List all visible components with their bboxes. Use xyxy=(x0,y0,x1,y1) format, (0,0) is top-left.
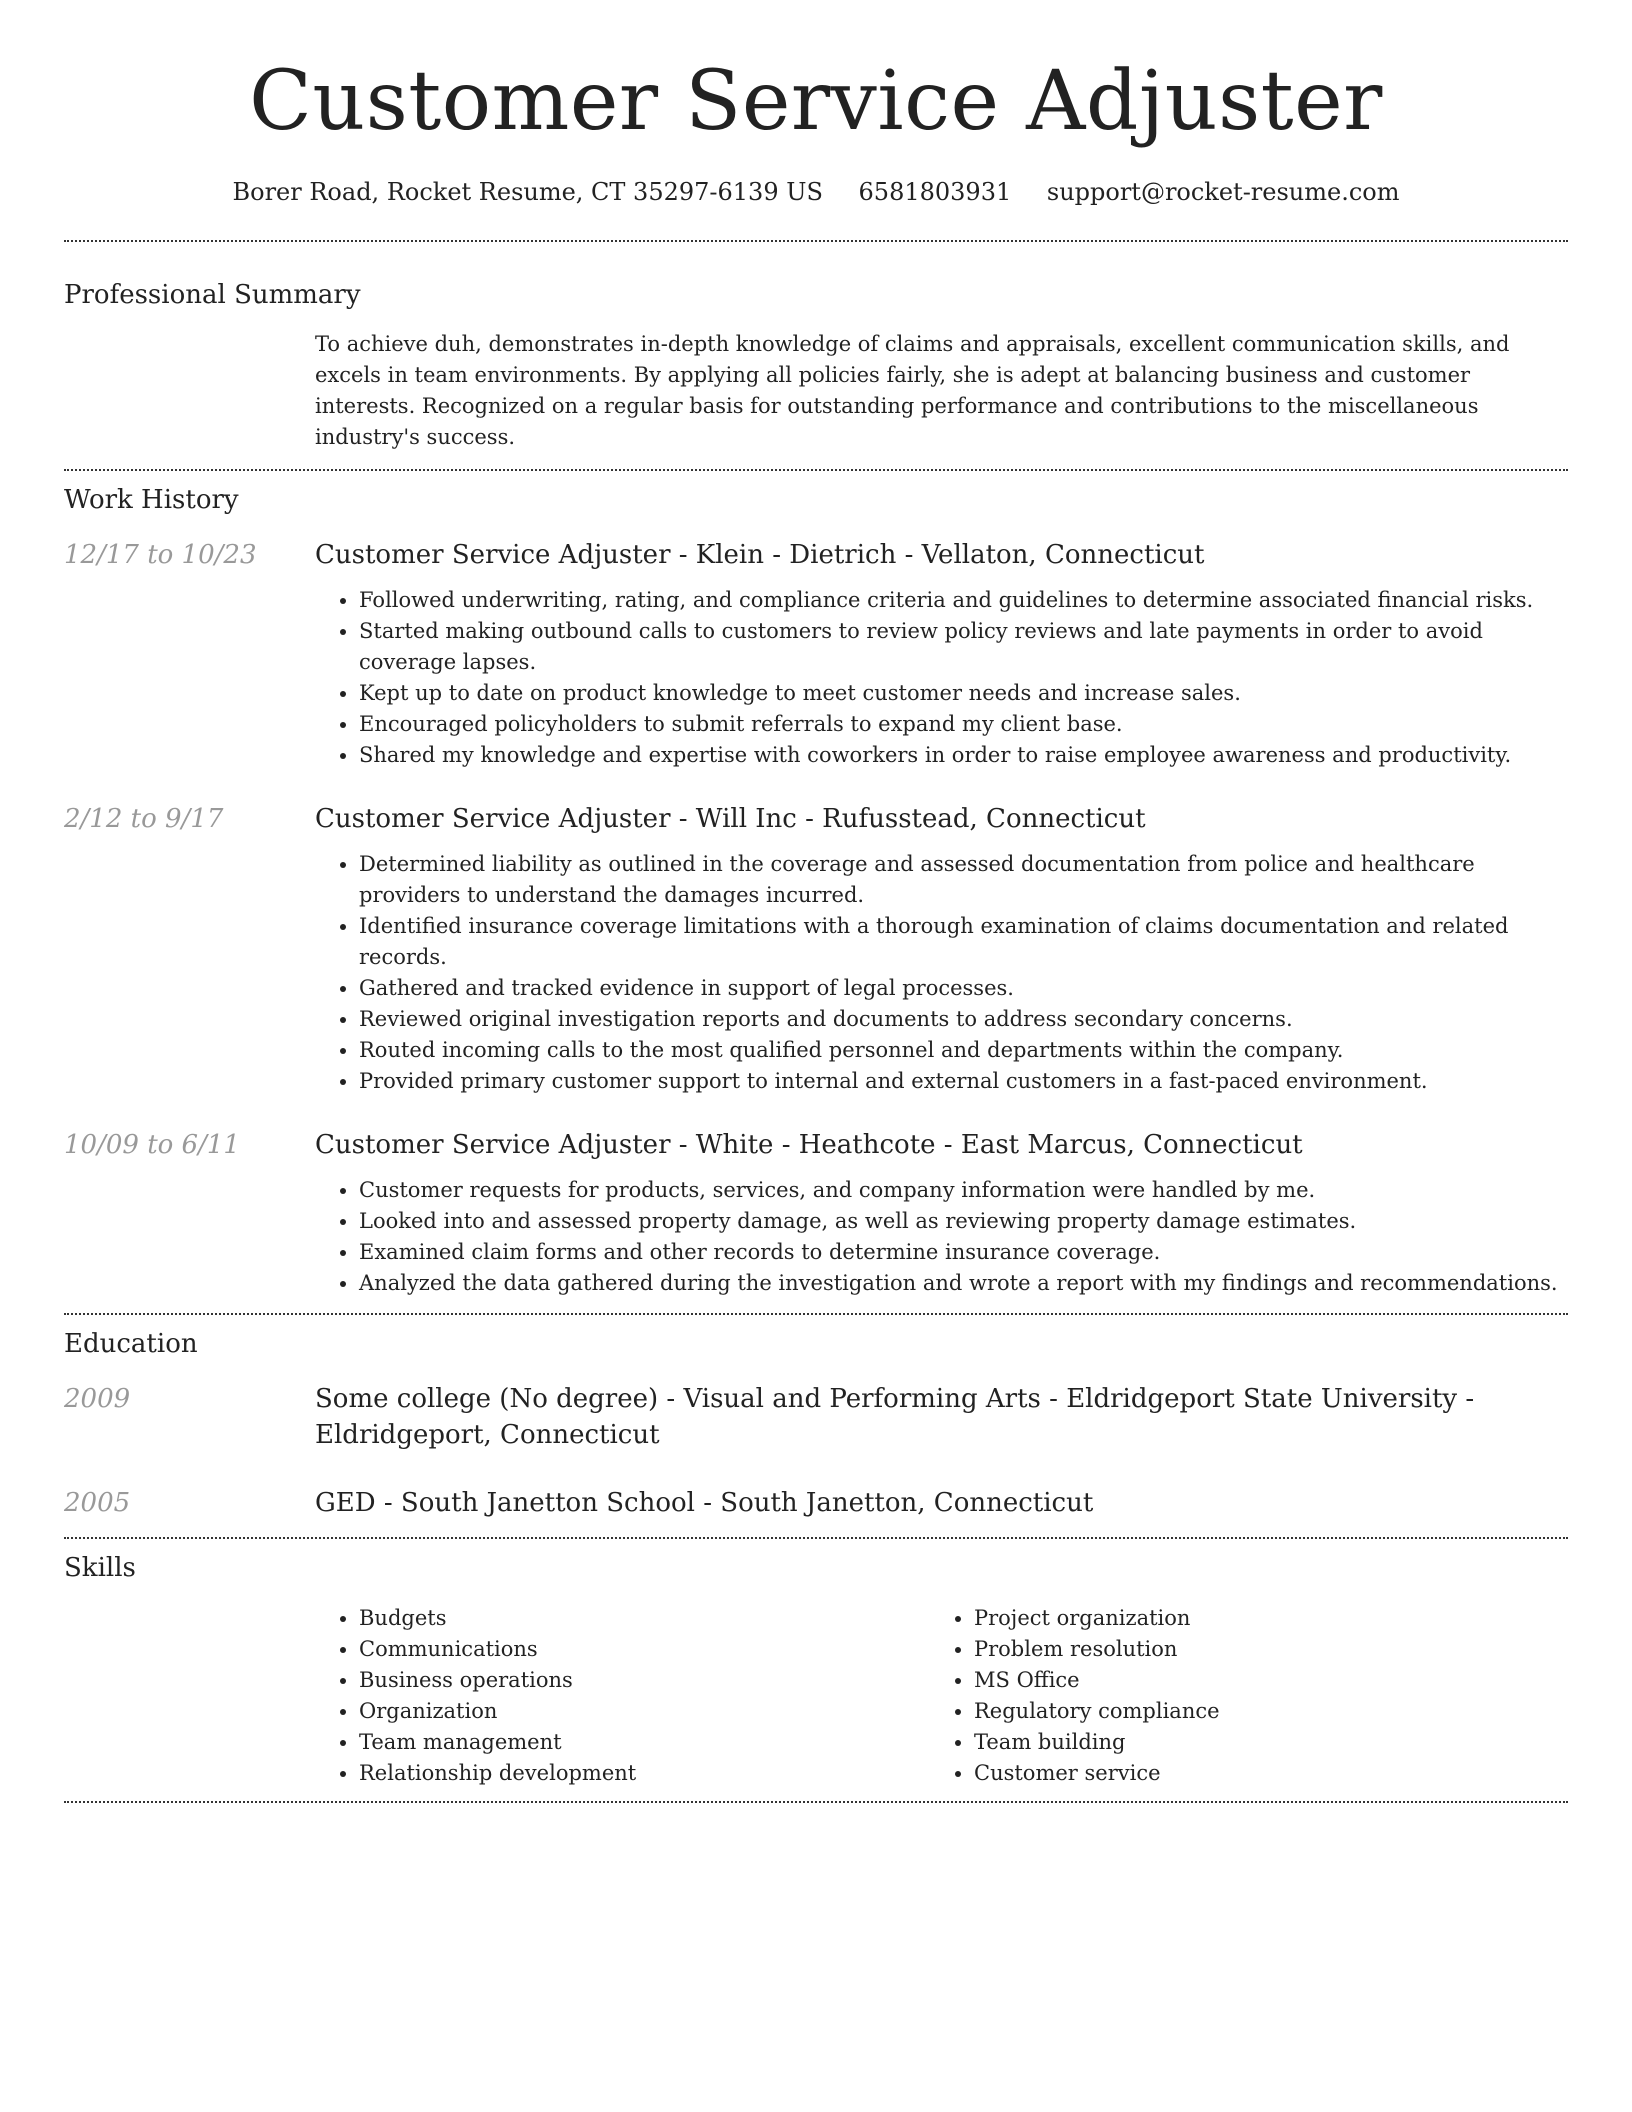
list-item: • Routed incoming calls to the most qualified personnel and departments within the company. xyxy=(359,1035,1568,1066)
list-item: • Followed underwriting, rating, and compliance criteria and guidelines to determine associated financial risks. xyxy=(359,585,1568,616)
list-item: • Budgets xyxy=(359,1603,930,1634)
list-item: • Gathered and tracked evidence in support of legal processes. xyxy=(359,973,1568,1004)
education-detail: - South Janetton School - South Janetton, Connecticut xyxy=(375,1488,1094,1518)
list-item: • Kept up to date on product knowledge to meet customer needs and increase sales. xyxy=(359,678,1568,709)
skills-list-left xyxy=(315,1603,930,1789)
list-item: • Organization xyxy=(359,1696,930,1727)
education-section xyxy=(64,1315,1568,1521)
job-bullets xyxy=(315,585,1568,771)
job-dates: 12/17 to 10/23 xyxy=(64,540,257,570)
skills-heading: Skills xyxy=(64,1553,136,1583)
skills-divider xyxy=(64,1801,1568,1803)
contact-line xyxy=(64,176,1568,208)
summary-section xyxy=(64,242,1568,453)
list-item: • Communications xyxy=(359,1634,930,1665)
skills-grid xyxy=(315,1603,1568,1789)
summary-text: To achieve duh, demonstrates in-depth knowledge of claims and appraisals, excellent communication skills, and excels in team environments. By applying all policies fairly, she is adept at balancing business and customer interests. Recognized on a regular basis for outstanding performance and contributions to the miscellaneous industry's success. xyxy=(315,332,1510,449)
job-entry xyxy=(64,1127,1568,1299)
work-history-section xyxy=(64,471,1568,1299)
job-title: Customer Service Adjuster - Klein - Dietrich - Vellaton, Connecticut xyxy=(315,540,1205,570)
education-degree: GED xyxy=(315,1488,376,1518)
summary-heading: Professional Summary xyxy=(64,280,361,310)
list-item: • Problem resolution xyxy=(974,1634,1545,1665)
skills-list-right xyxy=(930,1603,1545,1789)
list-item: • Customer service xyxy=(974,1758,1545,1789)
work-history-heading: Work History xyxy=(64,485,239,515)
list-item: • Relationship development xyxy=(359,1758,930,1789)
list-item: • Project organization xyxy=(974,1603,1545,1634)
list-item: • Regulatory compliance xyxy=(974,1696,1545,1727)
education-entry xyxy=(64,1381,1568,1453)
list-item: • Analyzed the data gathered during the investigation and wrote a report with my findings and recommendations. xyxy=(359,1268,1568,1299)
list-item: • Business operations xyxy=(359,1665,930,1696)
list-item: • Examined claim forms and other records to determine insurance coverage. xyxy=(359,1237,1568,1268)
job-entry xyxy=(64,537,1568,771)
education-detail: - Eldridgeport State University - Eldridgeport, Connecticut xyxy=(315,1384,1475,1450)
job-dates: 10/09 to 6/11 xyxy=(64,1130,240,1160)
job-dates: 2/12 to 9/17 xyxy=(64,804,224,834)
candidate-name: Customer Service Adjuster xyxy=(249,54,1383,149)
list-item: • Customer requests for products, services, and company information were handled by me. xyxy=(359,1175,1568,1206)
list-item: • Team building xyxy=(974,1727,1545,1758)
education-year: 2005 xyxy=(64,1488,131,1518)
job-bullets xyxy=(315,849,1568,1097)
education-heading: Education xyxy=(64,1329,198,1359)
list-item: • Identified insurance coverage limitations with a thorough examination of claims documentation and related records. xyxy=(359,911,1568,973)
job-bullets xyxy=(315,1175,1568,1299)
list-item: • Started making outbound calls to customers to review policy reviews and late payments in order to avoid coverage lapses. xyxy=(359,616,1568,678)
contact-email: support@rocket-resume.com xyxy=(1046,178,1400,206)
list-item: • Shared my knowledge and expertise with coworkers in order to raise employee awareness and productivity. xyxy=(359,740,1568,771)
contact-address: Borer Road, Rocket Resume, CT 35297-6139 US xyxy=(232,178,823,206)
skills-section xyxy=(64,1539,1568,1789)
list-item: • Looked into and assessed property damage, as well as reviewing property damage estimates. xyxy=(359,1206,1568,1237)
list-item: • Reviewed original investigation reports and documents to address secondary concerns. xyxy=(359,1004,1568,1035)
contact-phone: 6581803931 xyxy=(858,178,1012,206)
education-degree: Some college (No degree) - Visual and Performing Arts xyxy=(315,1384,1041,1414)
job-entry xyxy=(64,801,1568,1097)
list-item: • Team management xyxy=(359,1727,930,1758)
education-title xyxy=(315,1381,1568,1453)
list-item: • Provided primary customer support to internal and external customers in a fast-paced environment. xyxy=(359,1066,1568,1097)
job-title: Customer Service Adjuster - Will Inc - Rufusstead, Connecticut xyxy=(315,804,1146,834)
list-item: • Determined liability as outlined in the coverage and assessed documentation from police and healthcare providers to understand the damages incurred. xyxy=(359,849,1568,911)
education-year: 2009 xyxy=(64,1384,131,1414)
education-entry xyxy=(64,1485,1568,1521)
list-item: • Encouraged policyholders to submit referrals to expand my client base. xyxy=(359,709,1568,740)
job-title: Customer Service Adjuster - White - Heathcote - East Marcus, Connecticut xyxy=(315,1130,1303,1160)
list-item: • MS Office xyxy=(974,1665,1545,1696)
education-title xyxy=(315,1485,1568,1521)
